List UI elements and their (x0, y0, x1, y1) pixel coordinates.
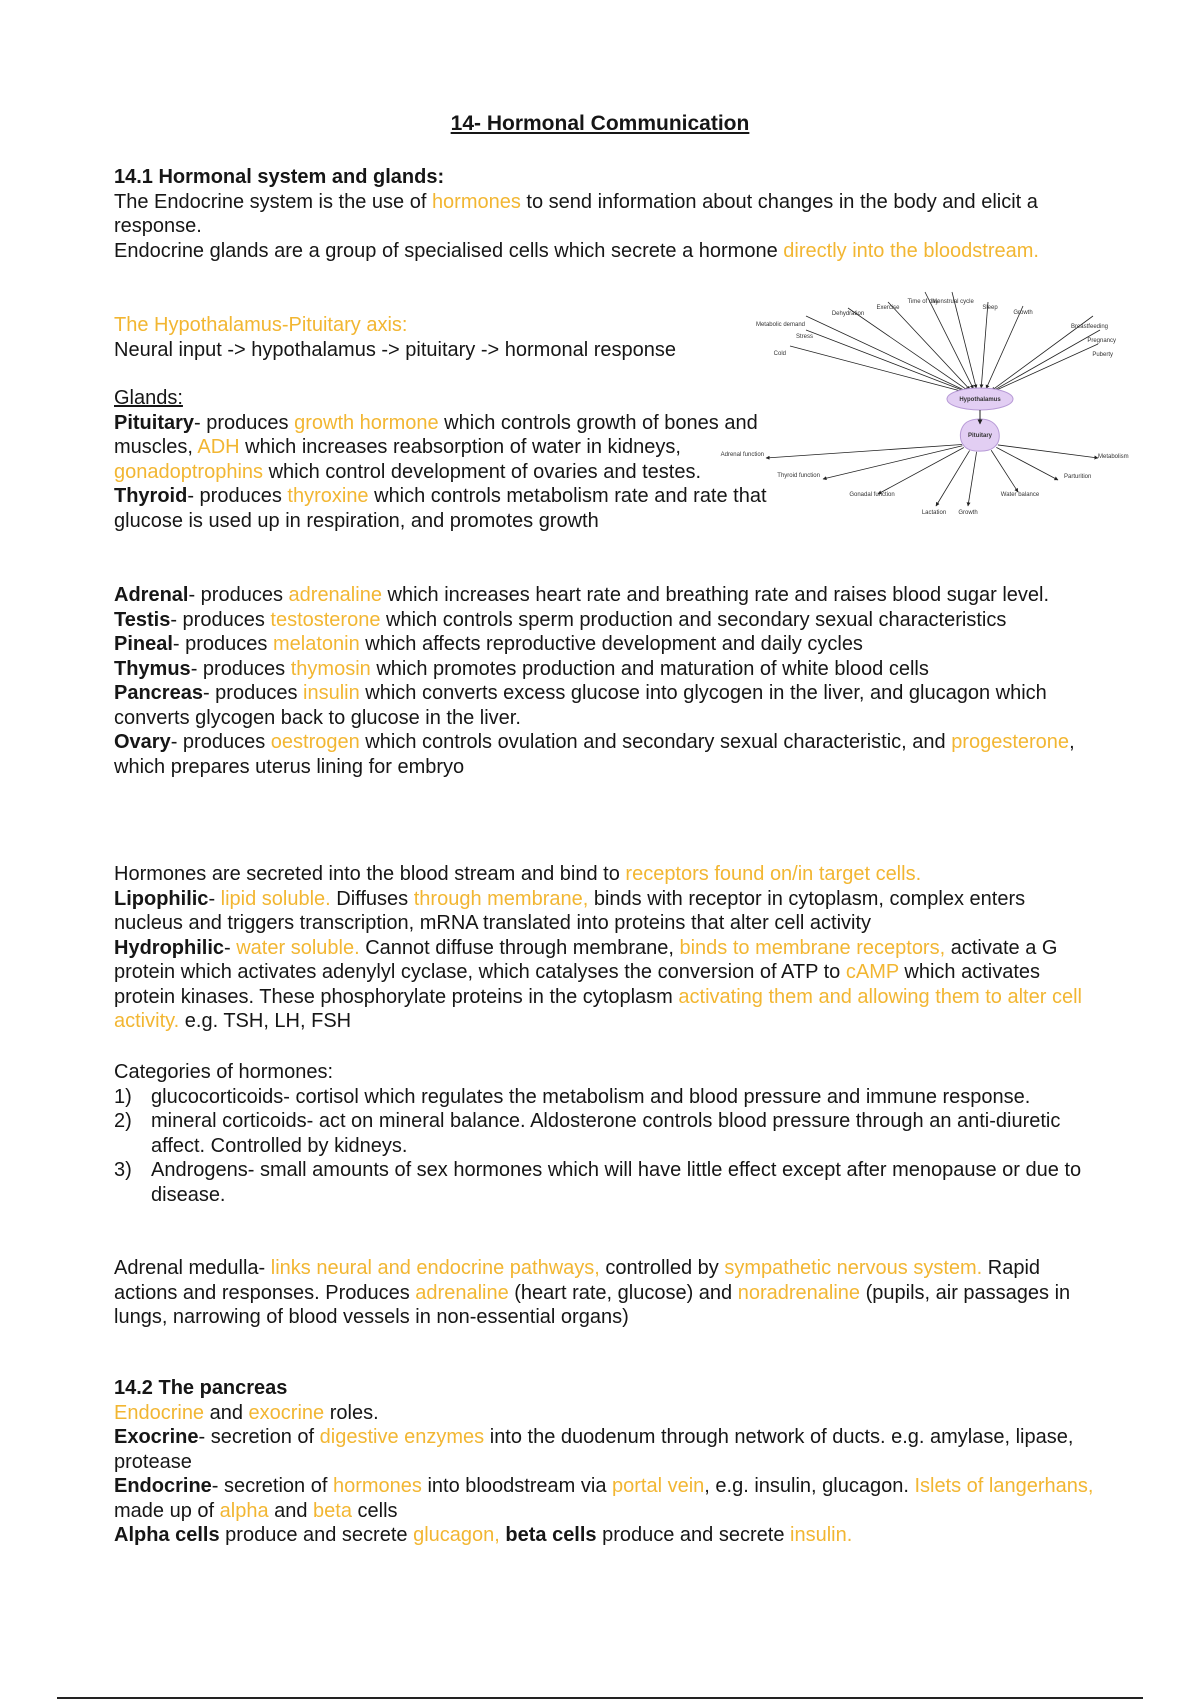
input-arrow (925, 292, 973, 389)
input-label: Pregnancy (1087, 338, 1116, 344)
input-label: Metabolic demand (755, 322, 805, 328)
gland-pancreas: Pancreas- produces insulin which converts excess glucose into glycogen in the liver, and glucagon which converts glycogen back to glucose in the liver. (114, 682, 1047, 729)
paragraph: The Endocrine system is the use of hormones to send information about changes in the body and elicit a response. (114, 190, 1038, 237)
gland-thymus: Thymus- produces thymosin which promotes production and maturation of white blood cells (114, 657, 929, 680)
input-label: Growth (1013, 310, 1033, 316)
gland-pineal: Pineal- produces melatonin which affects reproductive development and daily cycles (114, 633, 863, 655)
gland-thyroid: Thyroid- produces thyroxine which controls metabolism rate and rate that glucose is used up in respiration, and promotes growth (114, 485, 767, 532)
input-label: Time of day (907, 299, 939, 305)
output-label: Adrenal function (720, 452, 764, 458)
output-arrow (996, 447, 1058, 480)
axis-block (114, 313, 769, 362)
cells-paragraph: Alpha cells produce and secrete glucagon, beta cells produce and secrete insulin. (114, 1524, 853, 1546)
input-label: Cold (773, 351, 786, 357)
section-heading: 14.1 Hormonal system and glands: (114, 166, 445, 188)
pituitary-label: Pituitary (967, 433, 993, 439)
page-title: 14- Hormonal Communication (450, 112, 750, 135)
output-arrow (878, 448, 964, 494)
axis-text: Neural input -> hypothalamus -> pituitary -> hormonal response (114, 338, 676, 361)
footer-divider (57, 1697, 1143, 1699)
endocrine-paragraph: Endocrine- secretion of hormones into bloodstream via portal vein, e.g. insulin, glucagon. Islets of langerhans, made up of alpha and beta cells (114, 1475, 1094, 1522)
adrenal-medulla-paragraph: Adrenal medulla- links neural and endocrine pathways, controlled by sympathetic nervous system. Rapid actions and responses. Produces adrenaline (heart rate, glucose) and noradrenaline (pupils, air passages in lungs, narrowing of blood vessels in non-essential organs) (114, 1257, 1071, 1328)
output-arrows (721, 445, 1129, 516)
gland-pituitary: Pituitary- produces growth hormone which controls growth of bones and muscles, ADH which increases reabsorption of water in kidneys, gonadoptrophins which control development of ovaries and testes. (114, 411, 758, 483)
input-label: Sleep (982, 305, 998, 311)
output-arrow (766, 445, 962, 458)
list-item: 2) mineral corticoids- act on mineral balance. Aldosterone controls blood pressure through an anti-diuretic affect. Controlled by kidneys. (114, 1110, 1061, 1157)
input-label: Puberty (1092, 352, 1113, 358)
output-arrow (823, 446, 962, 479)
output-label: Gonadal function (849, 492, 895, 498)
gland-testis: Testis- produces testosterone which controls sperm production and secondary sexual characteristics (114, 608, 1007, 631)
subheading: Glands: (114, 387, 183, 409)
hypothalamus-pituitary-diagram (720, 296, 1148, 556)
hydrophilic-paragraph: Hydrophilic- water soluble. Cannot diffuse through membrane, binds to membrane receptors, activate a G protein which activates adenylyl cyclase, which catalyses the conversion of ATP to cAMP which activates protein kinases. These phosphorylate proteins in the cytoplasm activating them and allowing them to alter cell activity. e.g. TSH, LH, FSH (114, 936, 1082, 1032)
output-label: Growth (958, 510, 978, 516)
exocrine-paragraph: Exocrine- secretion of digestive enzymes into the duodenum through network of ducts. e.g. amylase, lipase, protease (114, 1426, 1074, 1473)
glands-block-continued (114, 583, 1094, 779)
input-label: Menstrual cycle (932, 299, 974, 305)
output-label: Parturition (1064, 474, 1092, 480)
categories-list (114, 1085, 1094, 1208)
output-arrow (936, 451, 970, 506)
gland-ovary: Ovary- produces oestrogen which controls ovulation and secondary sexual characteristic, and progesterone, which prepares uterus lining for embryo (114, 731, 1075, 778)
hypothalamus-label: Hypothalamus (959, 397, 1001, 403)
output-label: Metabolism (1098, 454, 1129, 460)
output-label: Lactation (921, 510, 947, 516)
paragraph: Endocrine and exocrine roles. (114, 1401, 379, 1424)
input-arrow (790, 346, 966, 393)
paragraph: Endocrine glands are a group of specialised cells which secrete a hormone directly into the bloodstream. (114, 239, 1039, 262)
output-label: Water balance (1000, 492, 1040, 498)
section-heading: 14.2 The pancreas (114, 1377, 288, 1399)
paragraph: Hormones are secreted into the blood stream and bind to receptors found on/in target cells. (114, 863, 922, 885)
input-label: Stress (795, 334, 813, 340)
output-label: Thyroid function (777, 473, 820, 479)
output-arrow (968, 452, 977, 506)
input-arrows (756, 292, 1116, 393)
hormone-mechanism-block (114, 862, 1094, 1034)
input-arrow (986, 306, 1023, 389)
input-label: Dehydration (831, 311, 865, 317)
section-14-2 (114, 1376, 1094, 1548)
subheading: The Hypothalamus-Pituitary axis: (114, 314, 408, 336)
section-14-1-intro (114, 165, 1094, 263)
list-item: 1) glucocorticoids- cortisol which regulates the metabolism and blood pressure and immune response. (114, 1085, 1031, 1108)
input-arrow (981, 302, 988, 388)
input-label: Exercise (876, 305, 900, 311)
categories-block (114, 1060, 1094, 1207)
hypothalamus-shape (947, 388, 1013, 410)
glands-block (114, 386, 769, 533)
input-arrow (848, 308, 968, 391)
list-item: 3) Androgens- small amounts of sex hormones which will have little effect except after menopause or due to disease. (114, 1159, 1082, 1206)
subheading: Categories of hormones: (114, 1061, 334, 1083)
gland-adrenal: Adrenal- produces adrenaline which increases heart rate and breathing rate and raises blood sugar level. (114, 584, 1050, 606)
input-label: Breastfeeding (1070, 324, 1108, 330)
lipophilic-paragraph: Lipophilic- lipid soluble. Diffuses through membrane, binds with receptor in cytoplasm, complex enters nucleus and triggers transcription, mRNA translated into proteins that alter cell activity (114, 887, 1026, 934)
